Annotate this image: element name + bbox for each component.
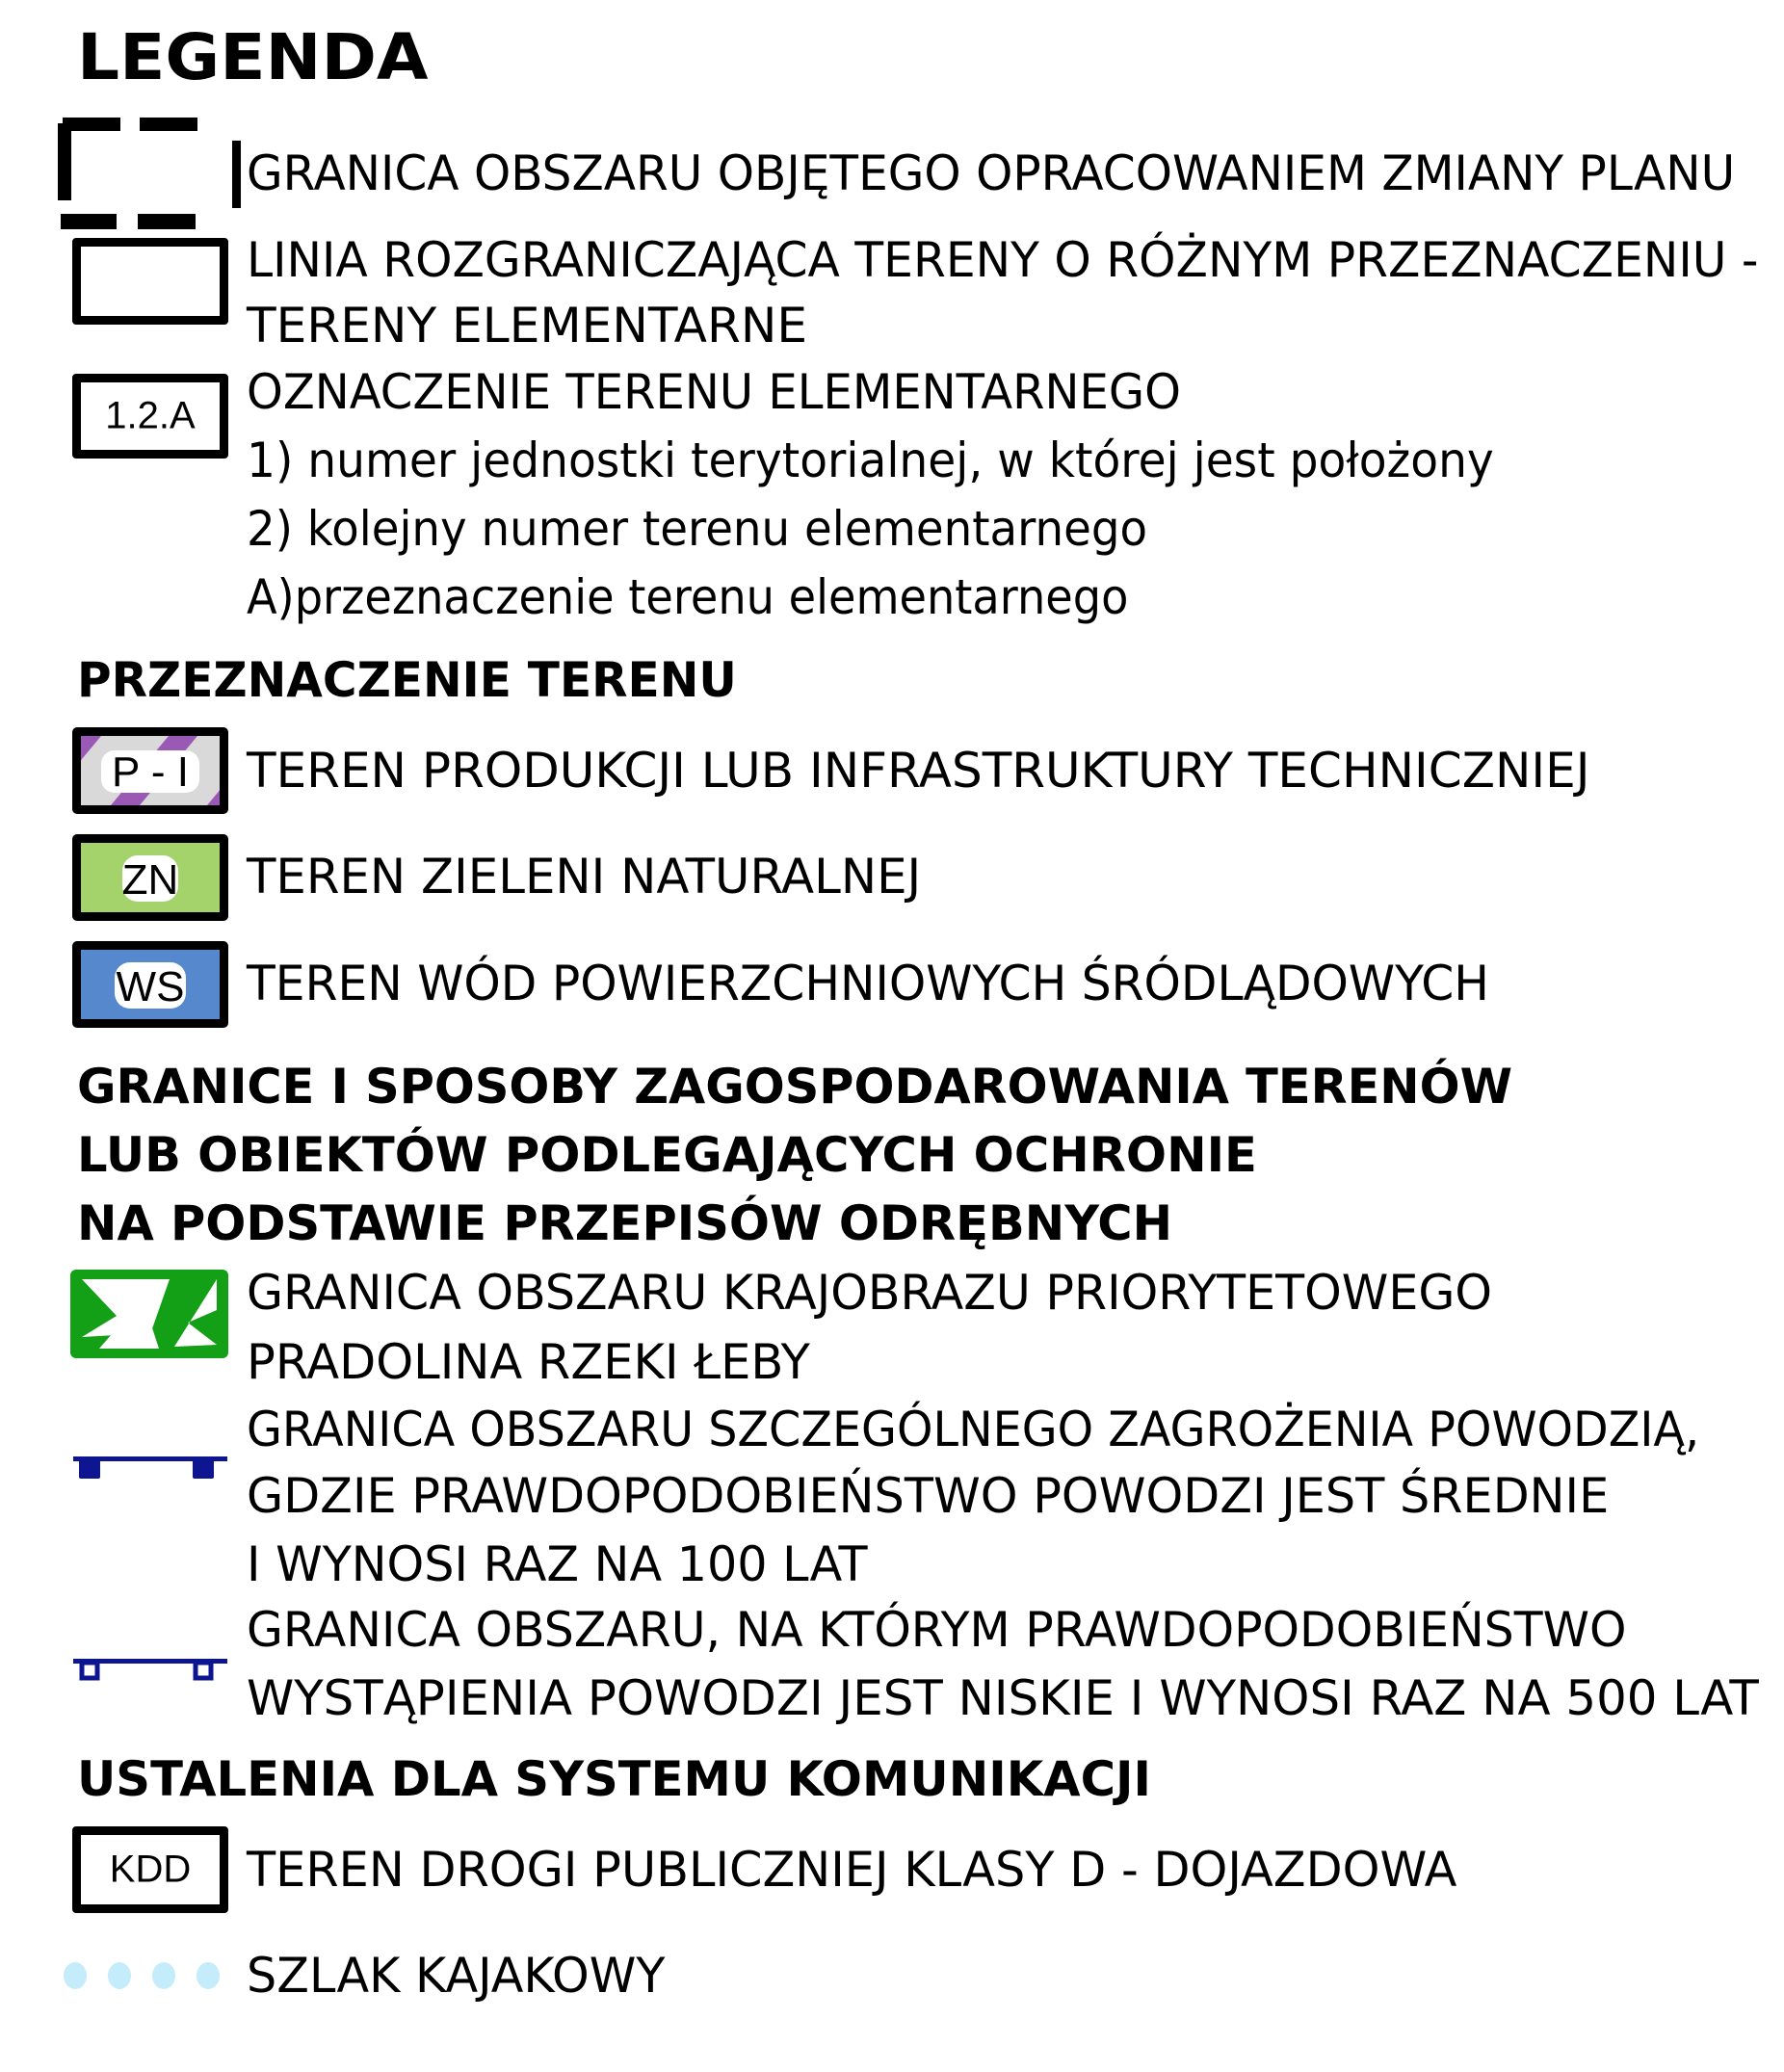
terrain-code-icon [72,374,228,459]
natural-greenery-icon [72,834,228,921]
dashed-boundary-icon [58,116,241,231]
section-heading-transport: USTALENIA DLA SYSTEMU KOMUNIKACJI [77,1751,1151,1807]
legend-label-boundary-line: LINIA ROZGRANICZAJĄCA TERENY O RÓŻNYM PRZEZNACZENIU - [247,232,1759,288]
landscape-boundary-icon [70,1270,228,1358]
surface-water-code: WS [116,963,185,1010]
kayak-dot-icon [64,1962,87,1989]
legend-label-flood-100: GRANICA OBSZARU SZCZEGÓLNEGO ZAGROŻENIA POWODZIĄ, [247,1402,1700,1457]
kayak-dot-icon [152,1962,175,1989]
legend-label-terrain-code-3: A)przeznaczenie terenu elementarnego [247,569,1129,625]
terrain-code-text: 1.2.A [105,394,196,437]
section-heading-protection-2: LUB OBIEKTÓW PODLEGAJĄCYCH OCHRONIE [77,1127,1257,1183]
legend-label-kayak-trail: SZLAK KAJAKOWY [247,1948,666,2004]
legend-label-plan-boundary: GRANICA OBSZARU OBJĘTEGO OPRACOWANIEM ZMIANY PLANU [247,145,1736,201]
legend-label-flood-100-2: GDZIE PRAWDOPODOBIEŃSTWO POWODZI JEST ŚREDNIE [247,1468,1610,1524]
legend-label-terrain-code-2: 2) kolejny numer terenu elementarnego [247,501,1148,557]
public-road-code: KDD [109,1848,192,1891]
legend-title: LEGENDA [77,20,429,94]
section-heading-land-use: PRZEZNACZENIE TERENU [77,652,737,708]
legend-label-flood-100-3: I WYNOSI RAZ NA 100 LAT [247,1536,868,1592]
flood-500-boundary-icon [73,1659,227,1688]
legend-label-landscape-2: PRADOLINA RZEKI ŁEBY [247,1334,810,1390]
legend-label-terrain-code: OZNACZENIE TERENU ELEMENTARNEGO [247,364,1181,420]
surface-water-icon [72,941,228,1028]
kayak-dot-icon [197,1962,220,1989]
legend-label-water: TEREN WÓD POWIERZCHNIOWYCH ŚRÓDLĄDOWYCH [247,956,1489,1011]
legend-label-flood-500: GRANICA OBSZARU, NA KTÓRYM PRAWDOPODOBIEŃSTWO [247,1602,1627,1658]
section-heading-protection-1: GRANICE I SPOSOBY ZAGOSPODAROWANIA TERENÓW [77,1059,1513,1115]
legend-label-boundary-line-2: TERENY ELEMENTARNE [247,298,808,354]
section-heading-protection-3: NA PODSTAWIE PRZEPISÓW ODRĘBNYCH [77,1195,1173,1251]
legend-label-terrain-code-1: 1) numer jednostki terytorialnej, w której jest położony [247,433,1494,488]
kayak-dot-icon [108,1962,131,1989]
legend-label-flood-500-2: WYSTĄPIENIA POWODZI JEST NISKIE I WYNOSI RAZ NA 500 LAT [247,1670,1759,1726]
legend-label-public-road: TEREN DROGI PUBLICZNIEJ KLASY D - DOJAZDOWA [247,1842,1457,1898]
natural-greenery-code: ZN [121,856,179,904]
production-infrastructure-icon [72,727,228,814]
legend-label-greenery: TEREN ZIELENI NATURALNEJ [247,849,922,905]
public-road-icon [72,1826,228,1913]
legend-label-landscape: GRANICA OBSZARU KRAJOBRAZU PRIORYTETOWEGO [247,1265,1493,1321]
solid-boundary-icon [72,238,228,325]
flood-100-boundary-icon [73,1455,227,1483]
legend-label-production: TEREN PRODUKCJI LUB INFRASTRUKTURY TECHNICZNIEJ [247,743,1590,799]
production-infrastructure-code: P - I [112,748,189,796]
kayak-trail-icon [60,1962,233,1991]
